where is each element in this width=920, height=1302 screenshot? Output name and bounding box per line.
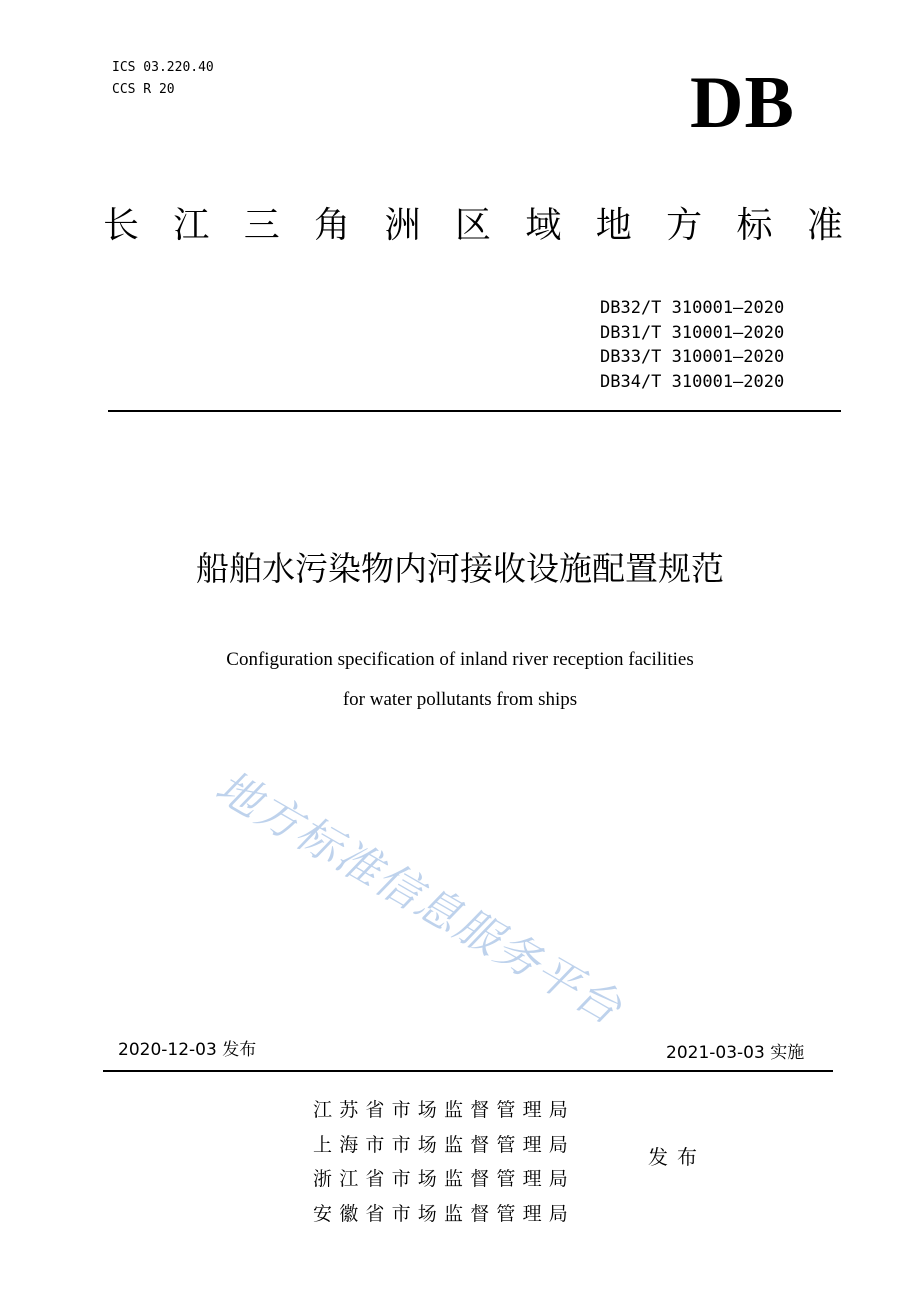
watermark: 地方标准信息服务平台 bbox=[207, 761, 631, 1036]
agency-jiangsu: 江苏省市场监督管理局 bbox=[313, 1099, 576, 1121]
agency-shanghai: 上海市市场监督管理局 bbox=[313, 1133, 576, 1156]
category-char: 三 bbox=[243, 205, 280, 246]
standard-number-jiangsu: DB32/T 310001—2020 bbox=[600, 298, 785, 318]
category-char: 江 bbox=[173, 205, 210, 246]
standard-numbers bbox=[600, 296, 784, 394]
publish-label: 发布 bbox=[648, 1145, 706, 1169]
standard-number-anhui: DB34/T 310001—2020 bbox=[600, 371, 785, 392]
db-logo: DB bbox=[690, 62, 795, 144]
document-title-chinese: 船舶水污染物内河接收设施配置规范 bbox=[196, 549, 724, 588]
category-char: 区 bbox=[454, 205, 491, 246]
document-title-english bbox=[0, 640, 920, 720]
category-char: 域 bbox=[525, 205, 562, 246]
header-divider bbox=[108, 410, 841, 412]
english-title-line-2: for water pollutants from ships bbox=[342, 689, 578, 710]
ccs-code: CCS R 20 bbox=[112, 82, 175, 97]
category-char: 长 bbox=[103, 205, 140, 246]
standard-number-zhejiang: DB33/T 310001—2020 bbox=[600, 347, 785, 367]
category-char: 准 bbox=[806, 205, 843, 246]
agency-zhejiang: 浙江省市场监督管理局 bbox=[313, 1168, 576, 1190]
footer-divider bbox=[103, 1070, 833, 1072]
category-char: 角 bbox=[314, 205, 351, 246]
category-char: 洲 bbox=[384, 205, 421, 246]
ics-code: ICS 03.220.40 bbox=[112, 60, 214, 75]
standard-number-shanghai: DB31/T 310001—2020 bbox=[600, 322, 785, 343]
agency-anhui: 安徽省市场监督管理局 bbox=[313, 1202, 576, 1225]
category-char: 地 bbox=[595, 205, 632, 246]
category-char: 标 bbox=[736, 205, 773, 246]
category-char: 方 bbox=[666, 205, 703, 246]
publish-date: 2020-12-03 发布 bbox=[118, 1040, 257, 1060]
implementation-date: 2021-03-03 实施 bbox=[666, 1043, 805, 1063]
classification-codes bbox=[112, 57, 214, 101]
english-title-line-1: Configuration specification of inland river reception facilities bbox=[226, 649, 694, 670]
issuing-agencies bbox=[313, 1093, 575, 1231]
standard-category-title bbox=[103, 200, 843, 252]
